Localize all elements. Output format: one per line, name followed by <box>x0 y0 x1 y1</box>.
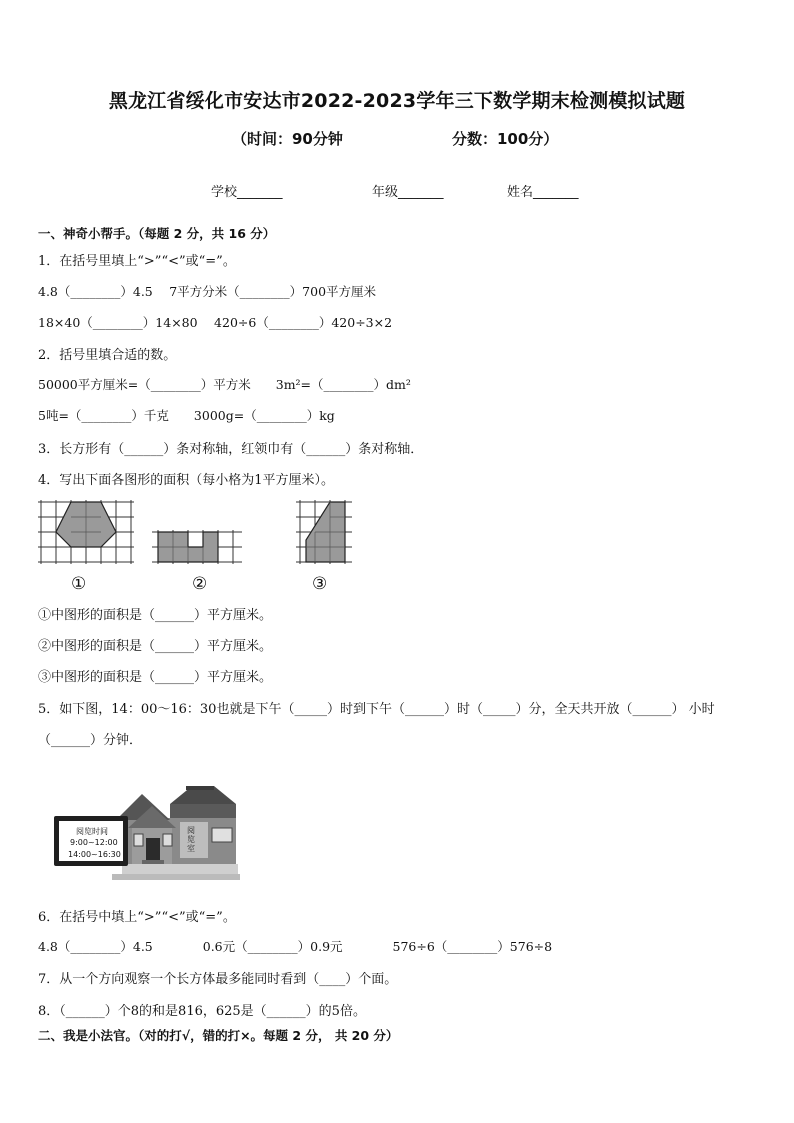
sign-time-morning: 9:00~12:00 <box>70 838 118 847</box>
question-6-line: 4.8（________）4.5 0.6元（________）0.9元 576÷6（________）576÷8 <box>38 939 553 954</box>
question-8: 8．（______）个8的和是816，625是（______）的5倍。 <box>38 1004 366 1019</box>
section-1-heading: 一、神奇小帮手。（每题 2 分，共 16 分） <box>38 226 276 241</box>
grid-figure-2 <box>152 530 242 566</box>
school-field[interactable]: 学校_______ <box>211 185 283 200</box>
figure-2-label: ② <box>192 574 208 594</box>
grid-figure-1 <box>38 500 134 566</box>
sign-title: 阅览时间 <box>76 827 108 836</box>
question-4-answer-3: ③中图形的面积是（______）平方厘米。 <box>38 670 273 685</box>
name-field[interactable]: 姓名_______ <box>507 185 579 200</box>
question-2: 2．括号里填合适的数。 <box>38 348 177 363</box>
question-6: 6．在括号中填上“>”“<”或“=”。 <box>38 910 236 925</box>
question-4: 4．写出下面各图形的面积（每小格为1平方厘米）。 <box>38 473 335 488</box>
question-7: 7．从一个方向观察一个长方体最多能同时看到（____）个面。 <box>38 972 398 987</box>
question-3: 3．长方形有（______）条对称轴，红领巾有（______）条对称轴． <box>38 442 424 457</box>
sign-time-afternoon: 14:00~16:30 <box>68 850 121 859</box>
page-title: 黑龙江省绥化市安达市2022-2023学年三下数学期末检测模拟试题 <box>108 90 686 112</box>
grade-field[interactable]: 年级_______ <box>372 185 444 200</box>
question-2-line-1: 50000平方厘米=（________）平方米 3m²=（________）dm² <box>38 377 411 392</box>
question-1-line-2: 18×40（________）14×80 420÷6（________）420÷3×2 <box>38 315 393 330</box>
exam-score: 分数：100分） <box>452 130 559 148</box>
library-room-label: 阅览室 <box>187 826 195 853</box>
section-2-heading: 二、我是小法官。（对的打√，错的打×。每题 2 分， 共 20 分） <box>38 1028 399 1043</box>
question-2-line-2: 5吨=（________）千克 3000g=（________）kg <box>38 408 335 423</box>
figure-3-label: ③ <box>312 574 328 594</box>
grid-figure-3 <box>296 500 352 566</box>
question-5-line-2: （______）分钟． <box>38 733 143 748</box>
question-5-line-1: 5．如下图，14：00～16：30也就是下午（_____）时到下午（______）时（_____）分，全天共开放（______） 小时 <box>38 702 715 717</box>
figure-1-label: ① <box>71 574 87 594</box>
question-1-line-1: 4.8（________）4.5 7平方分米（________）700平方厘米 <box>38 284 377 299</box>
exam-time: （时间：90分钟 <box>232 130 343 148</box>
question-4-answer-2: ②中图形的面积是（______）平方厘米。 <box>38 639 273 654</box>
question-1: 1．在括号里填上“>”“<”或“=”。 <box>38 254 236 269</box>
question-4-answer-1: ①中图形的面积是（______）平方厘米。 <box>38 608 273 623</box>
